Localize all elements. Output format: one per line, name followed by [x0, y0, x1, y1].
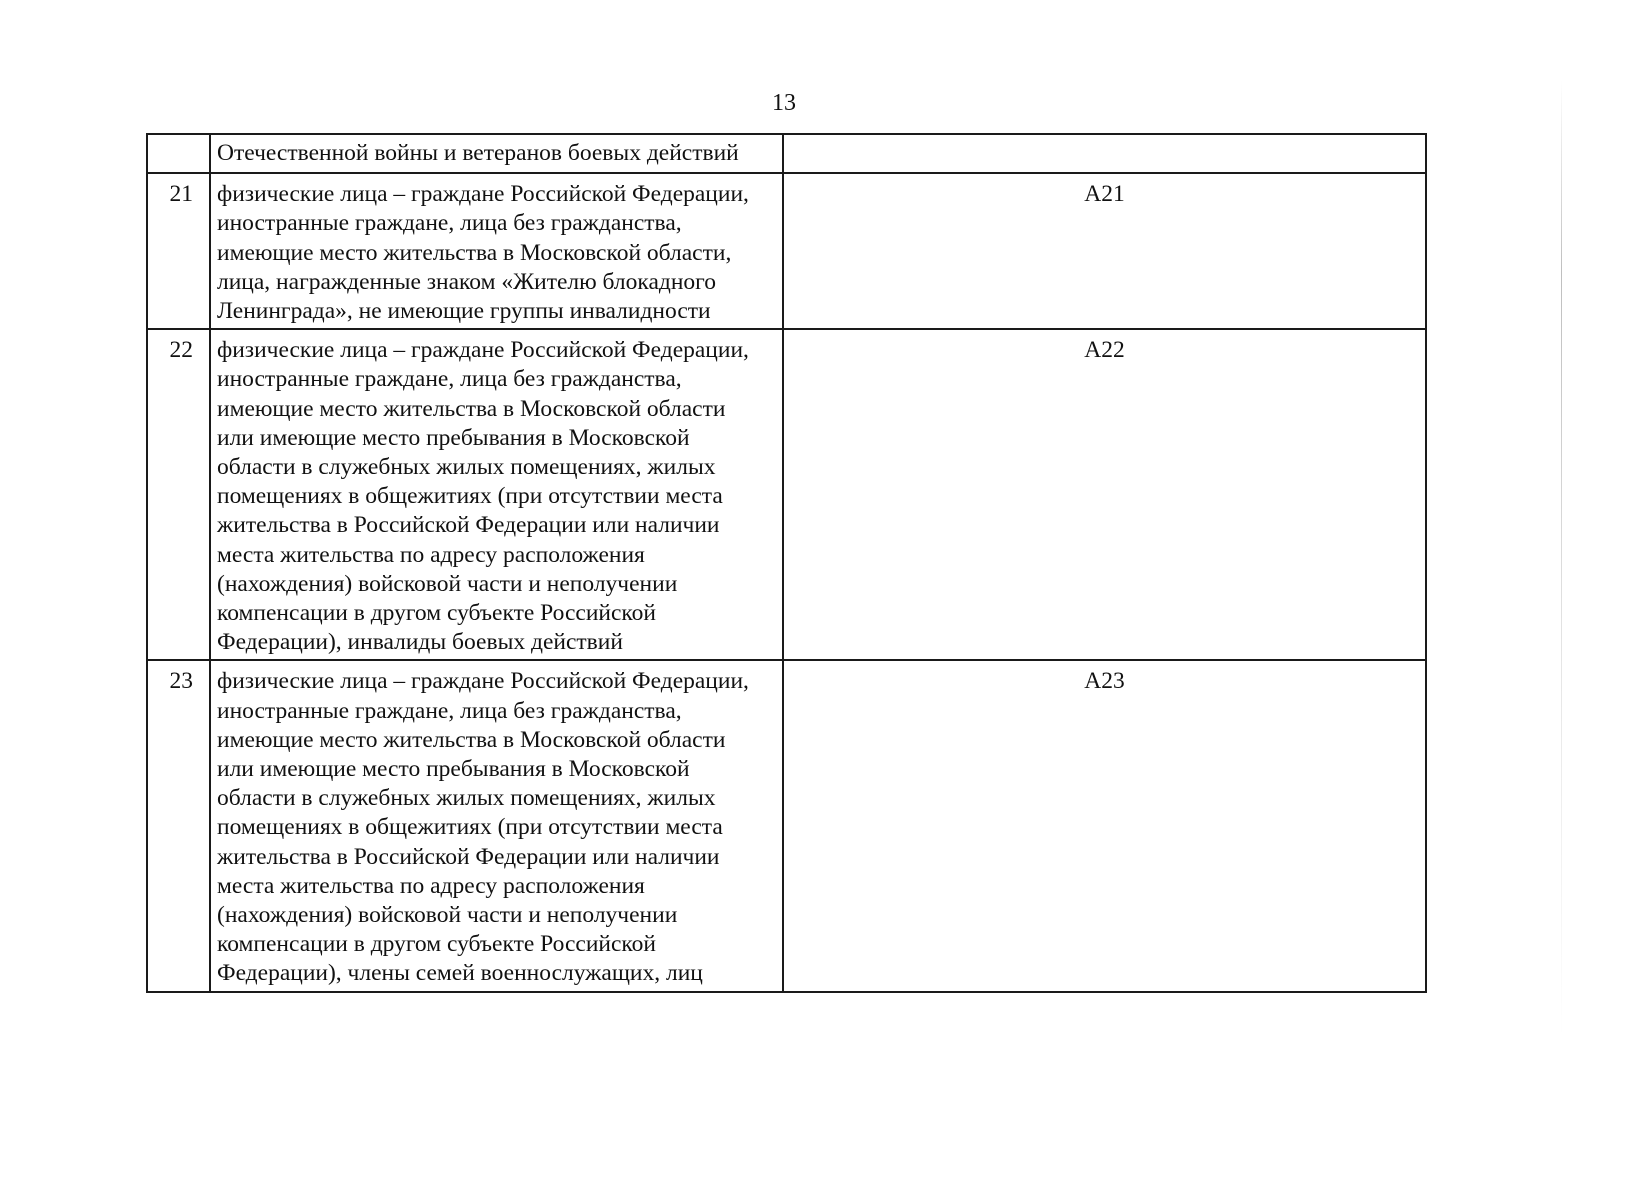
table-row	[147, 660, 1426, 991]
category-table	[146, 133, 1427, 993]
row-number-cell	[147, 134, 210, 173]
row-description-cell: Отечественной войны и ветеранов боевых действий	[210, 134, 783, 173]
row-number-cell: 23	[147, 660, 210, 991]
table-row	[147, 329, 1426, 660]
row-code-cell: А23	[783, 660, 1426, 991]
page-number: 13	[772, 90, 796, 116]
row-number-cell: 21	[147, 173, 210, 329]
row-number-cell: 22	[147, 329, 210, 660]
row-description-cell: физические лица – граждане Российской Федерации, иностранные граждане, лица без гражданства, имеющие место жительства в Московской области или имеющие место пребывания в Московской области в служебных жилых помещениях, жилых помещениях в общежитиях (при отсутствии места жительства в Российской Федерации или наличии места жительства по адресу расположения (нахождения) войсковой части и неполучении компенсации в другом субъекте Российской Федерации), инвалиды боевых действий	[210, 329, 783, 660]
row-code-cell: А22	[783, 329, 1426, 660]
scan-edge-mark	[1561, 80, 1562, 1040]
table-row	[147, 173, 1426, 329]
row-description-cell: физические лица – граждане Российской Федерации, иностранные граждане, лица без гражданства, имеющие место жительства в Московской области или имеющие место пребывания в Московской области в служебных жилых помещениях, жилых помещениях в общежитиях (при отсутствии места жительства в Российской Федерации или наличии места жительства по адресу расположения (нахождения) войсковой части и неполучении компенсации в другом субъекте Российской Федерации), члены семей военнослужащих, лиц	[210, 660, 783, 991]
row-code-cell	[783, 134, 1426, 173]
row-code-cell: А21	[783, 173, 1426, 329]
table-row-continuation	[147, 134, 1426, 173]
row-description-cell: физические лица – граждане Российской Федерации, иностранные граждане, лица без гражданства, имеющие место жительства в Московской области, лица, награжденные знаком «Жителю блокадного Ленинграда», не имеющие группы инвалидности	[210, 173, 783, 329]
